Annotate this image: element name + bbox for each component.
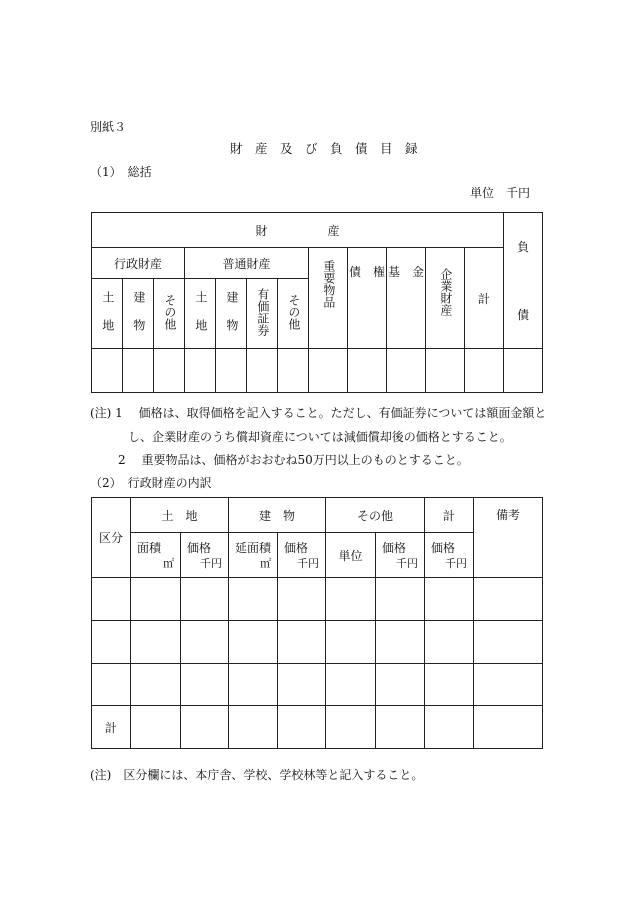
total-row-label: 計 — [92, 706, 131, 749]
unit-label: 単位 千円 — [470, 186, 531, 200]
data-cell[interactable] — [326, 706, 376, 749]
data-cell[interactable] — [181, 706, 229, 749]
table-row — [92, 664, 543, 706]
data-cell[interactable] — [326, 621, 376, 664]
data-cell[interactable] — [278, 621, 326, 664]
saiken-header: 債 権 — [348, 248, 387, 349]
futsu-col-land: 土 地 — [185, 279, 216, 349]
tatemono-price-header: 価格 千円 — [278, 533, 326, 578]
data-cell[interactable] — [131, 621, 181, 664]
data-cell[interactable] — [326, 578, 376, 621]
data-cell[interactable] — [309, 349, 348, 393]
section-2-heading: （2） 行政財産の内訳 — [90, 476, 212, 490]
data-cell[interactable] — [504, 349, 543, 393]
juyo-header: 重要物品 — [309, 248, 348, 349]
tochi-header: 土 地 — [131, 498, 229, 533]
gyosei-col-land: 土 地 — [92, 279, 123, 349]
document-title: 財 産 及 び 負 債 目 録 — [230, 141, 418, 156]
sonota-unit-header: 単位 — [326, 533, 376, 578]
data-cell[interactable] — [185, 349, 216, 393]
data-cell[interactable] — [154, 349, 185, 393]
kubun-header: 区分 — [92, 498, 131, 578]
tochi-price-header: 価格 千円 — [181, 533, 229, 578]
table-row — [92, 621, 543, 664]
data-cell[interactable] — [181, 578, 229, 621]
data-cell[interactable] — [278, 706, 326, 749]
tatemono-header: 建 物 — [229, 498, 326, 533]
data-cell[interactable] — [425, 706, 474, 749]
tatemono-area-header: 延面積 ㎡ — [229, 533, 278, 578]
data-cell[interactable] — [181, 621, 229, 664]
kei-header: 計 — [465, 248, 504, 349]
data-cell[interactable] — [425, 621, 474, 664]
data-cell[interactable] — [376, 664, 425, 706]
data-cell[interactable] — [247, 349, 278, 393]
data-cell[interactable] — [92, 578, 131, 621]
data-cell[interactable] — [474, 706, 543, 749]
section-1-heading: （1） 総括 — [90, 165, 152, 179]
note-section-2: (注) 区分欄には、本庁舎、学校、学校林等と記入すること。 — [90, 768, 424, 782]
gyosei-col-building: 建 物 — [123, 279, 154, 349]
kikin-header: 基 金 — [387, 248, 426, 349]
gyosei-col-other: その他 — [154, 279, 185, 349]
table-row — [92, 578, 543, 621]
zaisan-header: 財 産 — [92, 213, 504, 248]
data-cell[interactable] — [92, 349, 123, 393]
summary-table — [91, 212, 543, 393]
futsu-header: 普通財産 — [185, 248, 309, 279]
data-cell[interactable] — [426, 349, 465, 393]
tochi-area-header: 面積 ㎡ — [131, 533, 181, 578]
data-cell[interactable] — [376, 706, 425, 749]
data-cell[interactable] — [229, 578, 278, 621]
data-cell[interactable] — [229, 706, 278, 749]
data-cell[interactable] — [278, 349, 309, 393]
sonota-price-header: 価格 千円 — [376, 533, 425, 578]
data-cell[interactable] — [387, 349, 426, 393]
kigyo-header: 企業財産 — [426, 248, 465, 349]
data-cell[interactable] — [131, 664, 181, 706]
fusai-header: 負 債 — [504, 213, 543, 349]
data-cell[interactable] — [326, 664, 376, 706]
data-cell[interactable] — [465, 349, 504, 393]
futsu-col-securities: 有価証券 — [247, 279, 278, 349]
data-cell[interactable] — [474, 578, 543, 621]
data-cell[interactable] — [278, 578, 326, 621]
data-cell[interactable] — [278, 664, 326, 706]
note-1-line-1: (注) 1 価格は、取得価格を記入すること。ただし、有価証券については額面金額と — [90, 406, 547, 420]
gyosei-header: 行政財産 — [92, 248, 185, 279]
data-cell[interactable] — [131, 578, 181, 621]
data-cell[interactable] — [425, 664, 474, 706]
attachment-label: 別紙３ — [90, 120, 127, 134]
data-cell[interactable] — [376, 578, 425, 621]
futsu-col-other: その他 — [278, 279, 309, 349]
data-cell[interactable] — [425, 578, 474, 621]
data-cell[interactable] — [474, 664, 543, 706]
kei-header: 計 — [425, 498, 474, 533]
data-cell[interactable] — [92, 664, 131, 706]
data-cell[interactable] — [123, 349, 154, 393]
biko-header: 備考 — [474, 498, 543, 578]
data-cell[interactable] — [229, 621, 278, 664]
note-1-line-2: し、企業財産のうち償却資産については減価償却後の価格とすること。 — [128, 430, 512, 444]
data-cell[interactable] — [181, 664, 229, 706]
total-row — [92, 706, 543, 749]
data-cell[interactable] — [348, 349, 387, 393]
note-2: 2 重要物品は、価格がおおむね50万円以上のものとすること。 — [118, 453, 469, 467]
sonota-header: その他 — [326, 498, 425, 533]
kei-price-header: 価格 千円 — [425, 533, 474, 578]
data-cell[interactable] — [376, 621, 425, 664]
data-cell[interactable] — [474, 621, 543, 664]
data-cell[interactable] — [131, 706, 181, 749]
futsu-col-building: 建 物 — [216, 279, 247, 349]
breakdown-table — [91, 497, 543, 749]
data-cell[interactable] — [229, 664, 278, 706]
data-cell[interactable] — [216, 349, 247, 393]
data-cell[interactable] — [92, 621, 131, 664]
